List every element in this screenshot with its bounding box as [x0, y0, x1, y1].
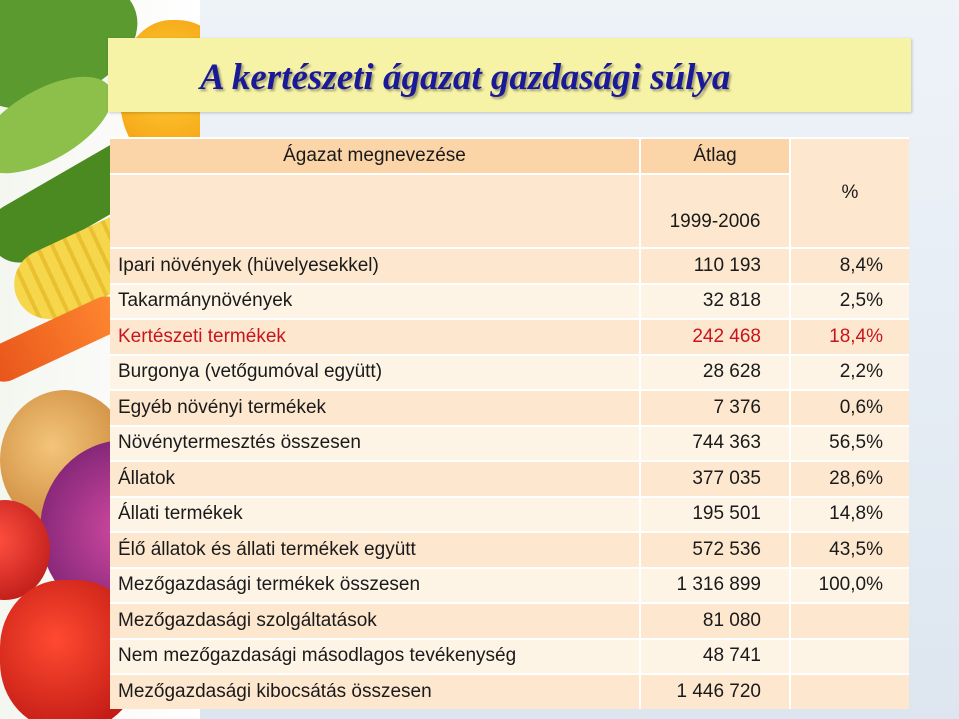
row-value: 377 035	[640, 461, 790, 497]
row-name: Mezőgazdasági szolgáltatások	[110, 603, 640, 639]
row-percent: 2,5%	[790, 284, 909, 320]
table-row	[110, 603, 909, 639]
header-percent-cell	[790, 138, 909, 248]
table-row	[110, 426, 909, 462]
row-name: Takarmánynövények	[110, 284, 640, 320]
row-value: 28 628	[640, 355, 790, 391]
row-percent: 28,6%	[790, 461, 909, 497]
row-value: 242 468	[640, 319, 790, 355]
row-name: Állati termékek	[110, 497, 640, 533]
row-percent: 43,5%	[790, 532, 909, 568]
row-name: Burgonya (vetőgumóval együtt)	[110, 355, 640, 391]
row-value: 81 080	[640, 603, 790, 639]
table-row	[110, 532, 909, 568]
row-name: Nem mezőgazdasági másodlagos tevékenység	[110, 639, 640, 675]
row-name: Egyéb növényi termékek	[110, 390, 640, 426]
table-row	[110, 319, 909, 355]
row-value: 744 363	[640, 426, 790, 462]
row-name: Növénytermesztés összesen	[110, 426, 640, 462]
row-value: 32 818	[640, 284, 790, 320]
table-row	[110, 248, 909, 284]
row-percent: 100,0%	[790, 568, 909, 604]
table-row	[110, 390, 909, 426]
header-average: Átlag	[640, 138, 790, 174]
slide-title: A kertészeti ágazat gazdasági súlya	[200, 57, 731, 98]
table-row	[110, 674, 909, 709]
row-name: Ipari növények (hüvelyesekkel)	[110, 248, 640, 284]
row-value: 7 376	[640, 390, 790, 426]
table-row	[110, 284, 909, 320]
row-name: Mezőgazdasági termékek összesen	[110, 568, 640, 604]
table-row	[110, 497, 909, 533]
row-value: 1 316 899	[640, 568, 790, 604]
row-name: Élő állatok és állati termékek együtt	[110, 532, 640, 568]
header-empty	[110, 174, 640, 248]
header-row	[110, 138, 909, 174]
header-sector: Ágazat megnevezése	[110, 138, 640, 174]
row-name: Kertészeti termékek	[110, 319, 640, 355]
row-percent: 14,8%	[790, 497, 909, 533]
table-row	[110, 568, 909, 604]
table-row	[110, 355, 909, 391]
header-percent: %	[841, 182, 859, 203]
row-percent	[790, 603, 909, 639]
row-value: 195 501	[640, 497, 790, 533]
row-percent	[790, 674, 909, 709]
row-percent: 8,4%	[790, 248, 909, 284]
row-name: Állatok	[110, 461, 640, 497]
row-name: Mezőgazdasági kibocsátás összesen	[110, 674, 640, 709]
row-percent: 0,6%	[790, 390, 909, 426]
header-period: 1999-2006	[640, 174, 790, 248]
row-percent: 2,2%	[790, 355, 909, 391]
row-percent	[790, 639, 909, 675]
row-value: 572 536	[640, 532, 790, 568]
data-table	[110, 137, 909, 709]
table-row	[110, 461, 909, 497]
header-subrow	[110, 174, 909, 248]
row-value: 1 446 720	[640, 674, 790, 709]
table-row	[110, 639, 909, 675]
row-value: 48 741	[640, 639, 790, 675]
row-percent: 18,4%	[790, 319, 909, 355]
row-value: 110 193	[640, 248, 790, 284]
row-percent: 56,5%	[790, 426, 909, 462]
